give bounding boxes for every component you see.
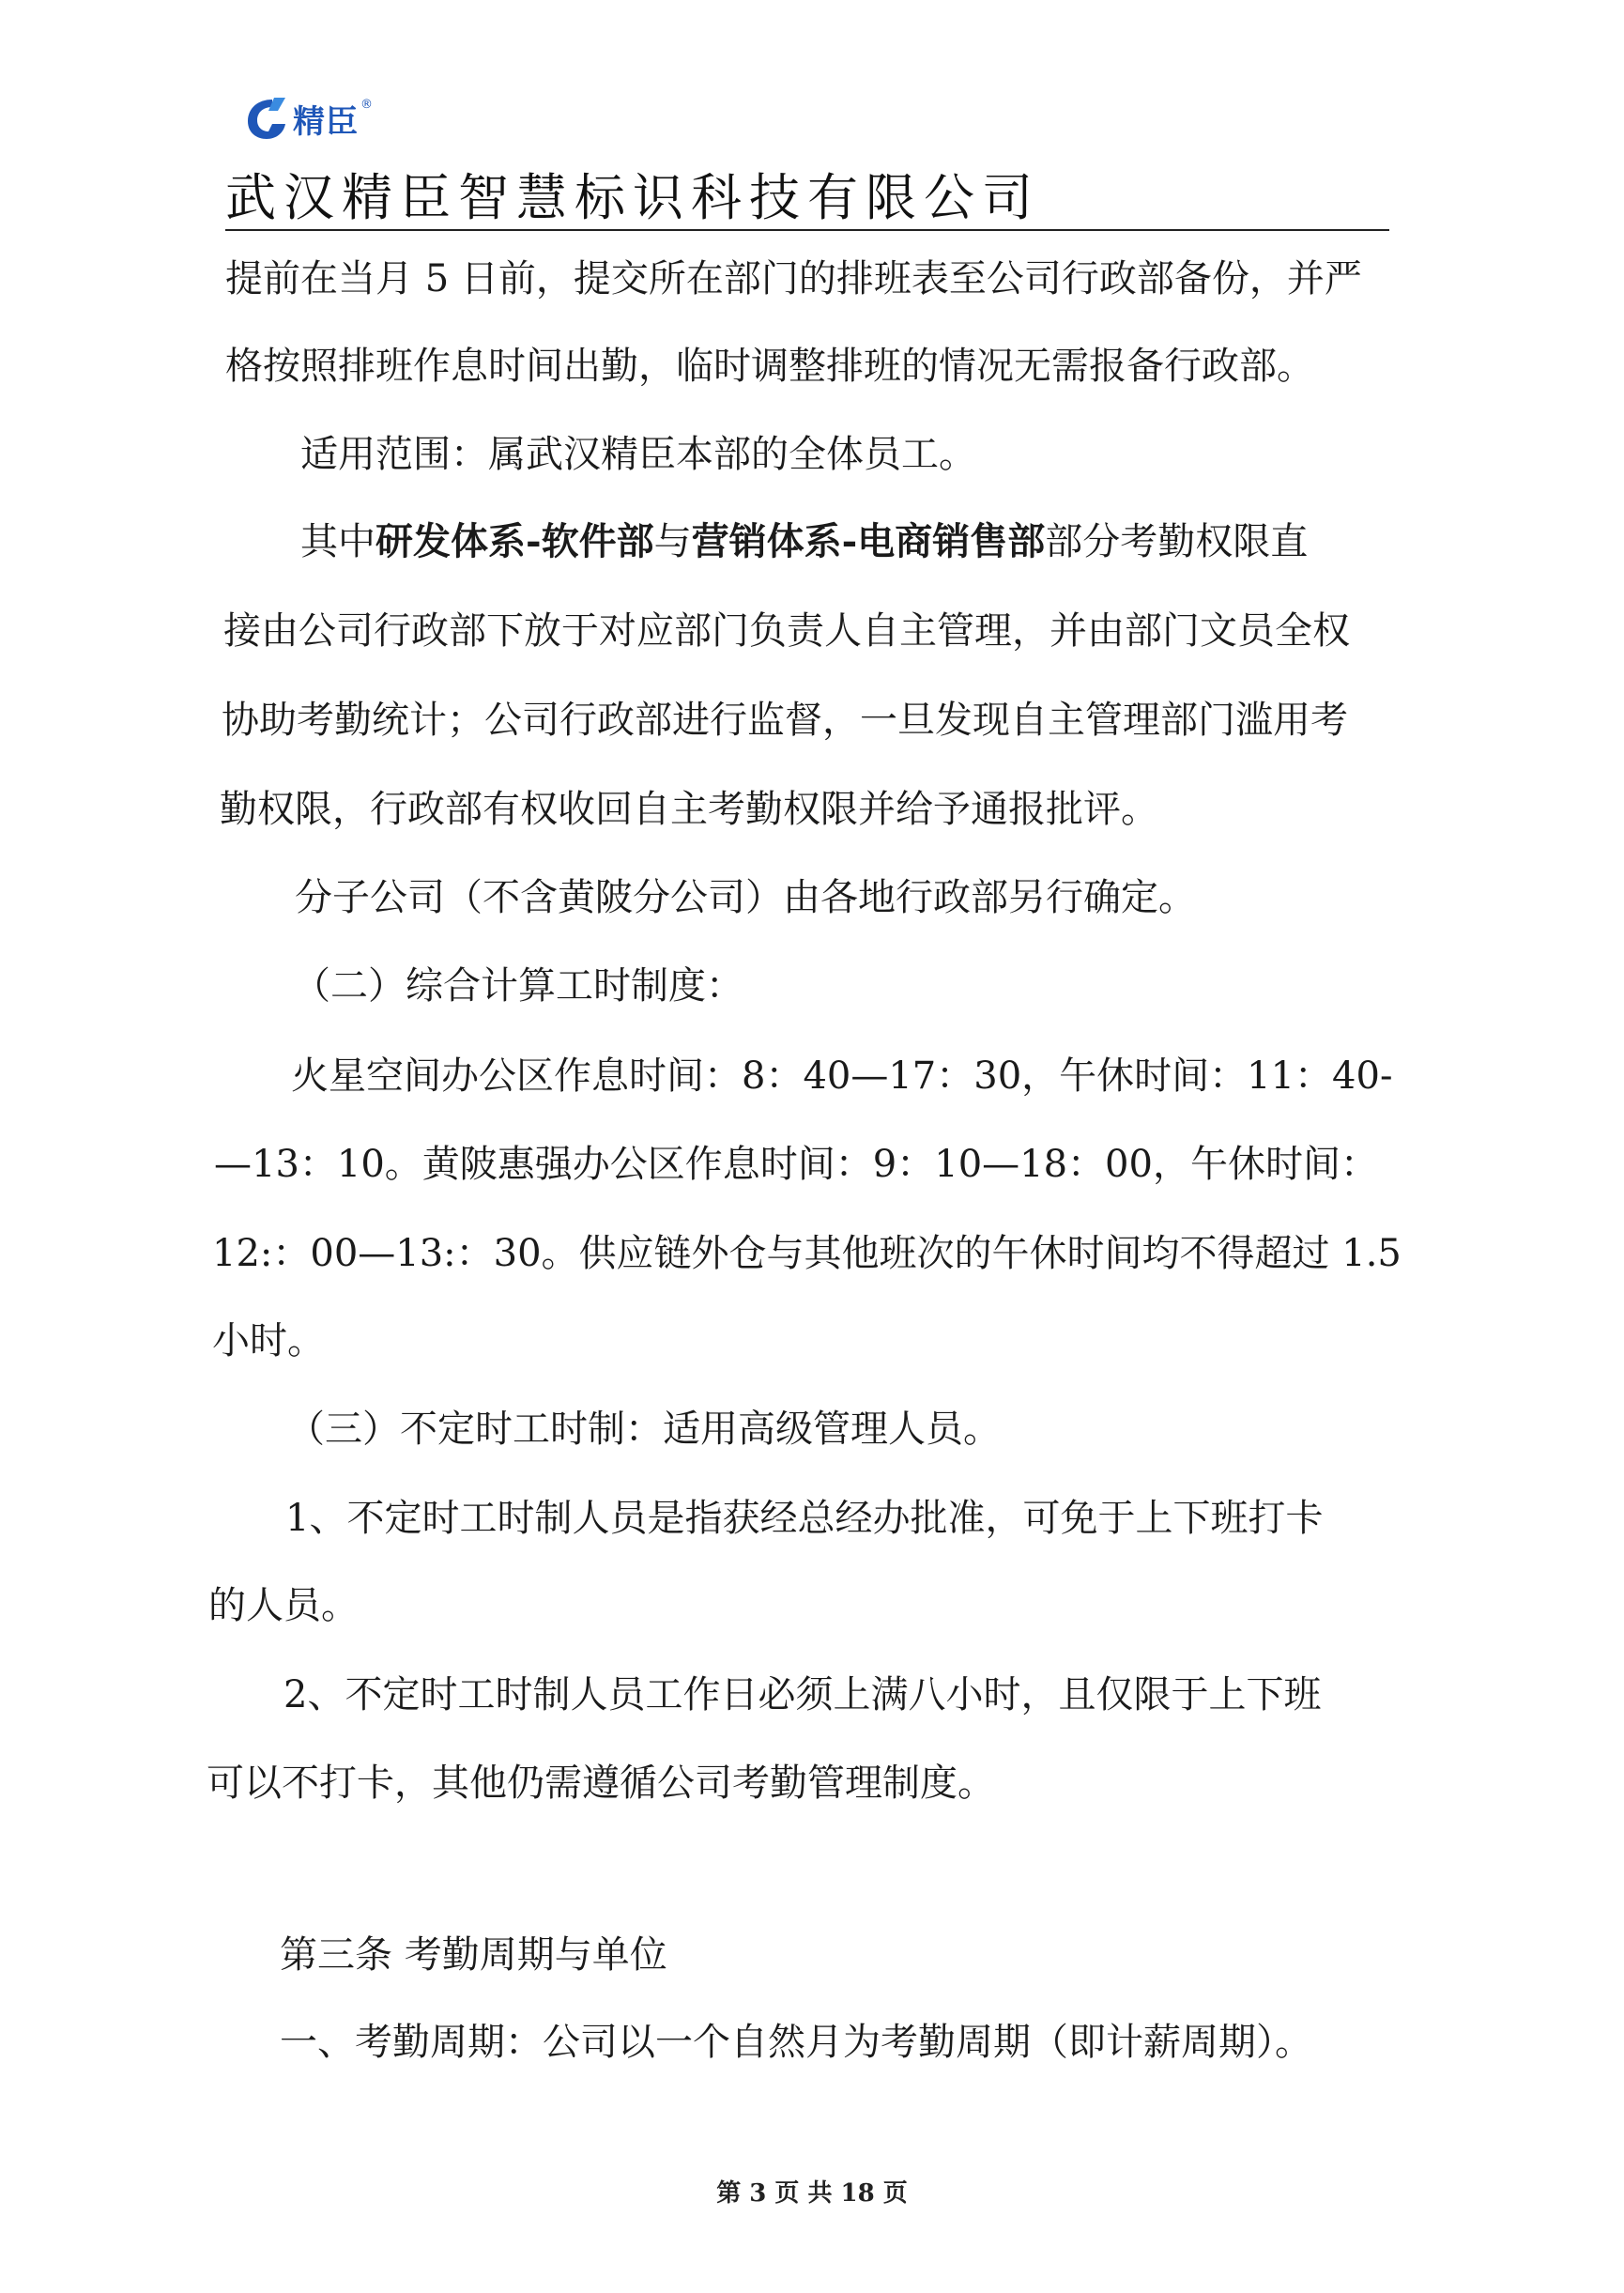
section-heading: （二）综合计算工时制度： (293, 964, 743, 1008)
paragraph-line: 一、考勤周期：公司以一个自然月为考勤周期（即计薪周期）。 (280, 2021, 1312, 2064)
paragraph-line: 勤权限，行政部有权收回自主考勤权限并给予通报批评。 (220, 788, 1158, 831)
paragraph-line: 火星空间办公区作息时间：8：40—17：30，午休时间：11：40- (291, 1054, 1393, 1098)
logo-text: 精臣 (293, 102, 359, 141)
article-heading: 第三条 考勤周期与单位 (280, 1933, 667, 1977)
paragraph-line: 2、不定时工时制人员工作日必须上满八小时，且仅限于上下班 (283, 1673, 1322, 1716)
paragraph-line: 接由公司行政部下放于对应部门负责人自主管理，并由部门文员全权 (223, 609, 1350, 653)
company-name: 武汉精臣智慧标识科技有限公司 (225, 168, 1040, 227)
paragraph-line: —13：10。黄陂惠强办公区作息时间：9：10—18：00，午休时间： (214, 1143, 1378, 1186)
text-span: 与 (653, 520, 692, 563)
paragraph-line (300, 512, 1308, 565)
page-number: 第 3 页 共 18 页 (716, 2179, 908, 2208)
paragraph-line: 的人员。 (208, 1584, 359, 1627)
registered-mark: ® (360, 98, 373, 112)
text-span: 其中 (300, 520, 375, 563)
paragraph-line: 1、不定时工时制人员是指获经总经办批准，可免于上下班打卡 (285, 1497, 1324, 1540)
paragraph-line: 12:：00—13:：30。供应链外仓与其他班次的午休时间均不得超过 1.5 (212, 1232, 1402, 1275)
paragraph-line: 分子公司（不含黄陂分公司）由各地行政部另行确定。 (295, 876, 1196, 919)
text-span: 部分考勤权限直 (1045, 520, 1309, 563)
paragraph-line: 小时。 (212, 1319, 325, 1362)
paragraph-line: 提前在当月 5 日前，提交所在部门的排班表至公司行政部备份，并严 (225, 257, 1362, 300)
section-heading: （三）不定时工时制：适用高级管理人员。 (287, 1408, 1001, 1451)
paragraph-line: 适用范围：属武汉精臣本部的全体员工。 (300, 433, 976, 476)
bold-text: 研发体系-软件部 (375, 519, 654, 563)
paragraph-line: 可以不打卡，其他仍需遵循公司考勤管理制度。 (207, 1762, 995, 1805)
paragraph-line: 格按照排班作息时间出勤，临时调整排班的情况无需报备行政部。 (225, 345, 1314, 388)
paragraph-line: 协助考勤统计；公司行政部进行监督，一旦发现自主管理部门滥用考 (222, 699, 1348, 742)
bold-text: 营销体系-电商销售部 (691, 519, 1046, 563)
